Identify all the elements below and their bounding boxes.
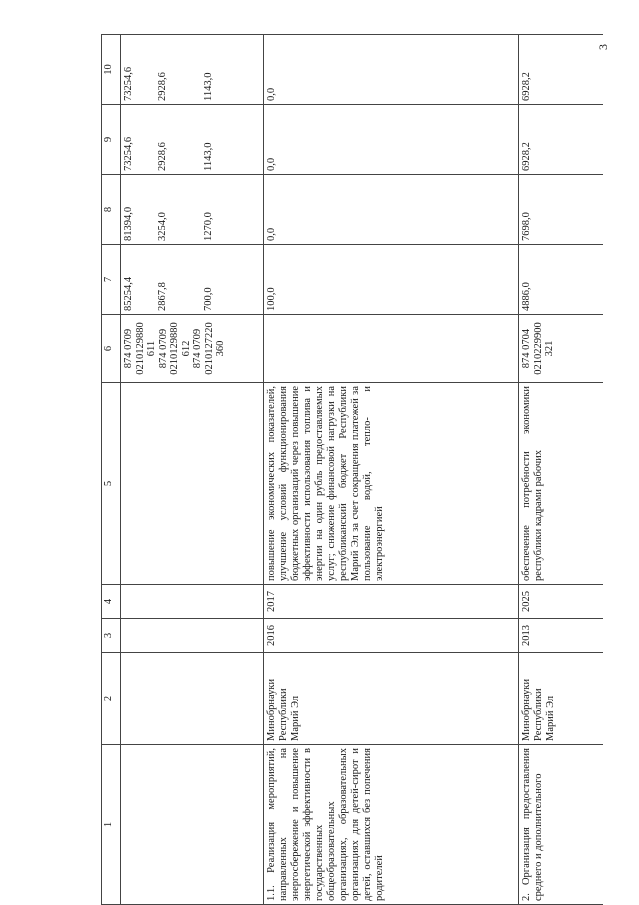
table-row [121,35,264,905]
header-cell: 7 [102,245,121,315]
value: 2928,6 [157,142,168,171]
cell-budget-code: 874 0704 0210229900 321 [519,315,604,383]
value: 1143,0 [203,142,214,171]
header-row [102,35,121,905]
cell-col10: 6928,2 [519,35,604,105]
header-cell: 9 [102,105,121,175]
budget-code: 874 0709 0210129880 612 [157,322,192,375]
cell-executor [121,653,264,745]
cell-start-year: 2016 [264,619,519,653]
cell-budget-codes [121,315,264,383]
cell-event: 2. Организация предоставления среднего и дополнительного [519,745,604,905]
cell-col7: 4886,0 [519,245,604,315]
budget-code: 874 0709 0210127220 360 [192,322,226,375]
budget-code: 874 0709 0210129880 611 [123,322,157,375]
value: 2928,6 [157,72,168,101]
cell-col8 [121,175,264,245]
cell-event: 1.1. Реализация мероприятий, направленных на энергосбережение и повышение энергетической эффективности в государственных общеобразовательных организациях, образовательных организациях для детей-сирот и детей, оставшихся без попечения родителей [264,745,519,905]
header-cell: 5 [102,383,121,585]
cell-end-year: 2025 [519,585,604,619]
cell-start-year: 2013 [519,619,604,653]
header-cell: 10 [102,35,121,105]
cell-col8: 7698,0 [519,175,604,245]
value: 700,0 [203,287,214,311]
value: 3254,0 [157,212,168,241]
rotated-table-wrapper [101,35,636,905]
cell-col9: 0,0 [264,105,519,175]
cell-col9: 6928,2 [519,105,604,175]
cell-result [121,383,264,585]
cell-col10 [121,35,264,105]
value: 73254,6 [123,66,134,101]
cell-col7 [121,245,264,315]
header-cell: 2 [102,653,121,745]
value: 81394,0 [123,206,134,241]
header-cell: 3 [102,619,121,653]
header-cell: 4 [102,585,121,619]
cell-col8: 0,0 [264,175,519,245]
cell-end-year: 2017 [264,585,519,619]
header-cell: 8 [102,175,121,245]
cell-col9 [121,105,264,175]
header-cell: 6 [102,315,121,383]
cell-end-year [121,585,264,619]
cell-result: обеспечение потребности экономики республики кадрами рабочих [519,383,604,585]
cell-event [121,745,264,905]
header-cell: 1 [102,745,121,905]
value: 85254,4 [123,276,134,311]
value: 73254,6 [123,136,134,171]
cell-col10: 0,0 [264,35,519,105]
value: 1143,0 [203,72,214,101]
table-row [519,35,604,905]
cell-executor: Минобрнауки Республики Марий Эл [264,653,519,745]
value: 2867,8 [157,282,168,311]
cell-result: повышение экономических показателей, улучшение условий функционирования бюджетных организаций через повышение эффективности использования топлива и энергии на один рубль предоставляемых услуг; снижение финансовой нагрузки на республиканский бюджет Республики Марий Эл за счет сокращения платежей за пользование водой, тепло- и электроэнергией [264,383,519,585]
program-table [101,34,603,905]
cell-start-year [121,619,264,653]
cell-budget-code [264,315,519,383]
table-row [264,35,519,905]
cell-col7: 100,0 [264,245,519,315]
cell-executor: Минобрнауки Республики Марий Эл [519,653,604,745]
value: 1270,0 [203,212,214,241]
page-number: 3 [596,44,610,50]
